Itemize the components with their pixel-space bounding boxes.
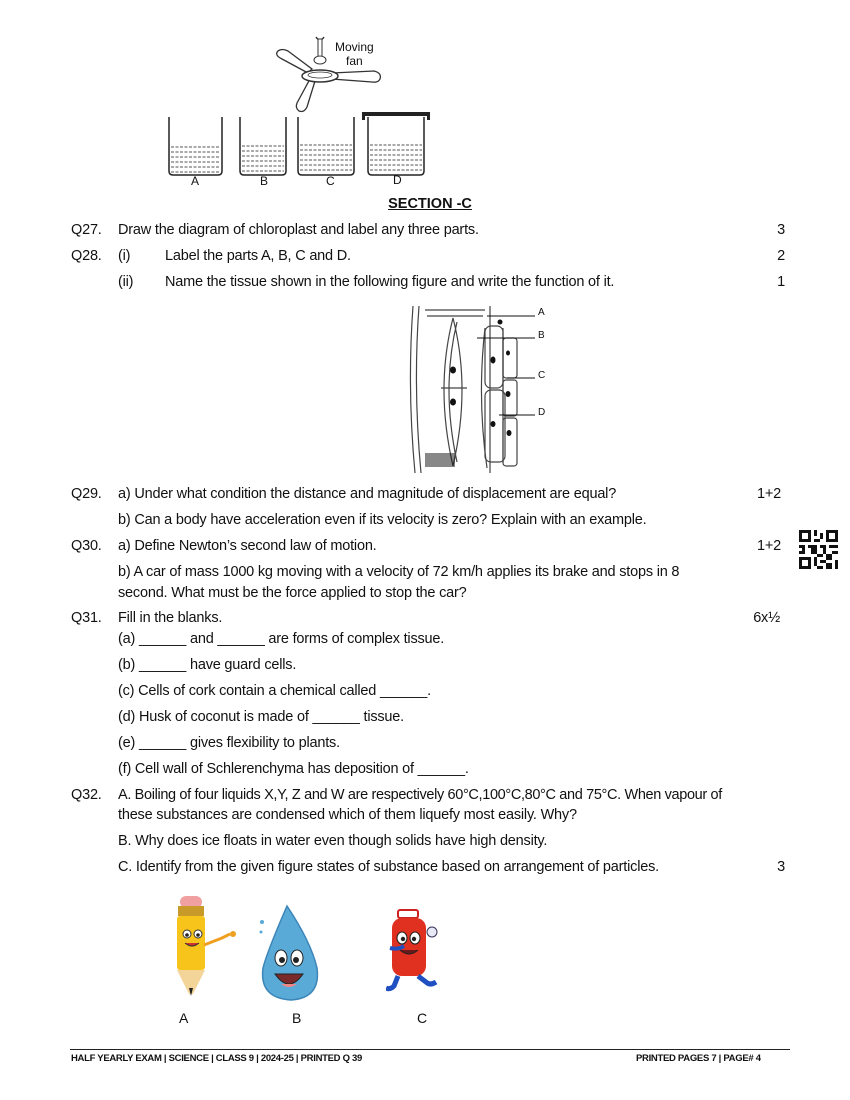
section-title: SECTION -C (388, 196, 472, 212)
q28-part-ii-marks: 1 (777, 274, 785, 290)
state-label-b: B (292, 1010, 302, 1026)
q31-number: Q31. (71, 610, 102, 626)
q28-part-i-label: (i) (118, 248, 131, 264)
q29-part-a: a) Under what condition the distance and magnitude of displacement are equal? (118, 486, 617, 502)
q28-part-ii-label: (ii) (118, 274, 134, 290)
q30-part-a: a) Define Newton’s second law of motion. (118, 538, 377, 554)
tissue-label-c: C (538, 370, 546, 381)
tissue-label-b: B (538, 330, 545, 341)
states-of-matter-figure (160, 890, 460, 1030)
q28-part-ii-text: Name the tissue shown in the following figure and write the function of it. (165, 274, 615, 290)
q27-marks: 3 (777, 222, 785, 238)
qr-code-icon[interactable] (799, 530, 838, 569)
evaporation-figure (160, 35, 440, 195)
footer-divider (70, 1049, 790, 1050)
q32-number: Q32. (71, 787, 102, 803)
fan-label-2: fan (346, 54, 363, 68)
gas-cylinder-cartoon-icon (386, 908, 456, 998)
water-drop-cartoon-icon (257, 902, 327, 1002)
beaker-label-d: D (393, 173, 402, 187)
q32-marks: 3 (777, 859, 785, 875)
fan-beakers-diagram (160, 35, 440, 195)
footer-page-info: PRINTED PAGES 7 | PAGE# 4 (636, 1053, 761, 1064)
q31-item-b: (b) ______ have guard cells. (118, 657, 297, 673)
q27-text: Draw the diagram of chloroplast and label any three parts. (118, 222, 479, 238)
phloem-diagram (405, 298, 555, 478)
q32-part-a-line1: A. Boiling of four liquids X,Y, Z and W are respectively 60°C,100°C,80°C and 75°C. When vapour of (118, 787, 722, 803)
tissue-label-a: A (538, 307, 545, 318)
q31-item-e: (e) ______ gives flexibility to plants. (118, 735, 340, 751)
q27-number: Q27. (71, 222, 102, 238)
tissue-figure (405, 298, 555, 478)
beaker-label-c: C (326, 174, 335, 188)
q31-item-f: (f) Cell wall of Schlerenchyma has deposition of ______. (118, 761, 469, 777)
beaker-label-a: A (191, 174, 200, 188)
q29-marks: 1+2 (757, 486, 781, 502)
q31-item-c: (c) Cells of cork contain a chemical called ______. (118, 683, 431, 699)
q31-text: Fill in the blanks. (118, 610, 223, 626)
q28-number: Q28. (71, 248, 102, 264)
tissue-label-d: D (538, 407, 546, 418)
q32-part-c: C. Identify from the given figure states of substance based on arrangement of particles. (118, 859, 659, 875)
q30-number: Q30. (71, 538, 102, 554)
q30-part-b-line1: b) A car of mass 1000 kg moving with a velocity of 72 km/h applies its brake and stops in 8 (118, 564, 680, 580)
state-label-c: C (417, 1010, 428, 1026)
q30-part-b-line2: second. What must be the force applied to stop the car? (118, 585, 467, 601)
q30-marks: 1+2 (757, 538, 781, 554)
q29-part-b: b) Can a body have acceleration even if its velocity is zero? Explain with an example. (118, 512, 647, 528)
footer-exam-info: HALF YEARLY EXAM | SCIENCE | CLASS 9 | 2024-25 | PRINTED Q 39 (71, 1053, 362, 1064)
q31-item-d: (d) Husk of coconut is made of ______ tissue. (118, 709, 404, 725)
q28-part-i-marks: 2 (777, 248, 785, 264)
q31-item-a: (a) ______ and ______ are forms of complex tissue. (118, 631, 445, 647)
fan-label: Moving (335, 40, 374, 54)
q31-marks: 6x½ (753, 610, 780, 626)
q28-part-i-text: Label the parts A, B, C and D. (165, 248, 351, 264)
pencil-cartoon-icon (160, 890, 240, 1002)
q29-number: Q29. (71, 486, 102, 502)
q32-part-b: B. Why does ice floats in water even though solids have high density. (118, 833, 548, 849)
q32-part-a-line2: these substances are condensed which of them liquefy most easily. Why? (118, 807, 577, 823)
state-label-a: A (179, 1010, 189, 1026)
beaker-label-b: B (260, 174, 269, 188)
